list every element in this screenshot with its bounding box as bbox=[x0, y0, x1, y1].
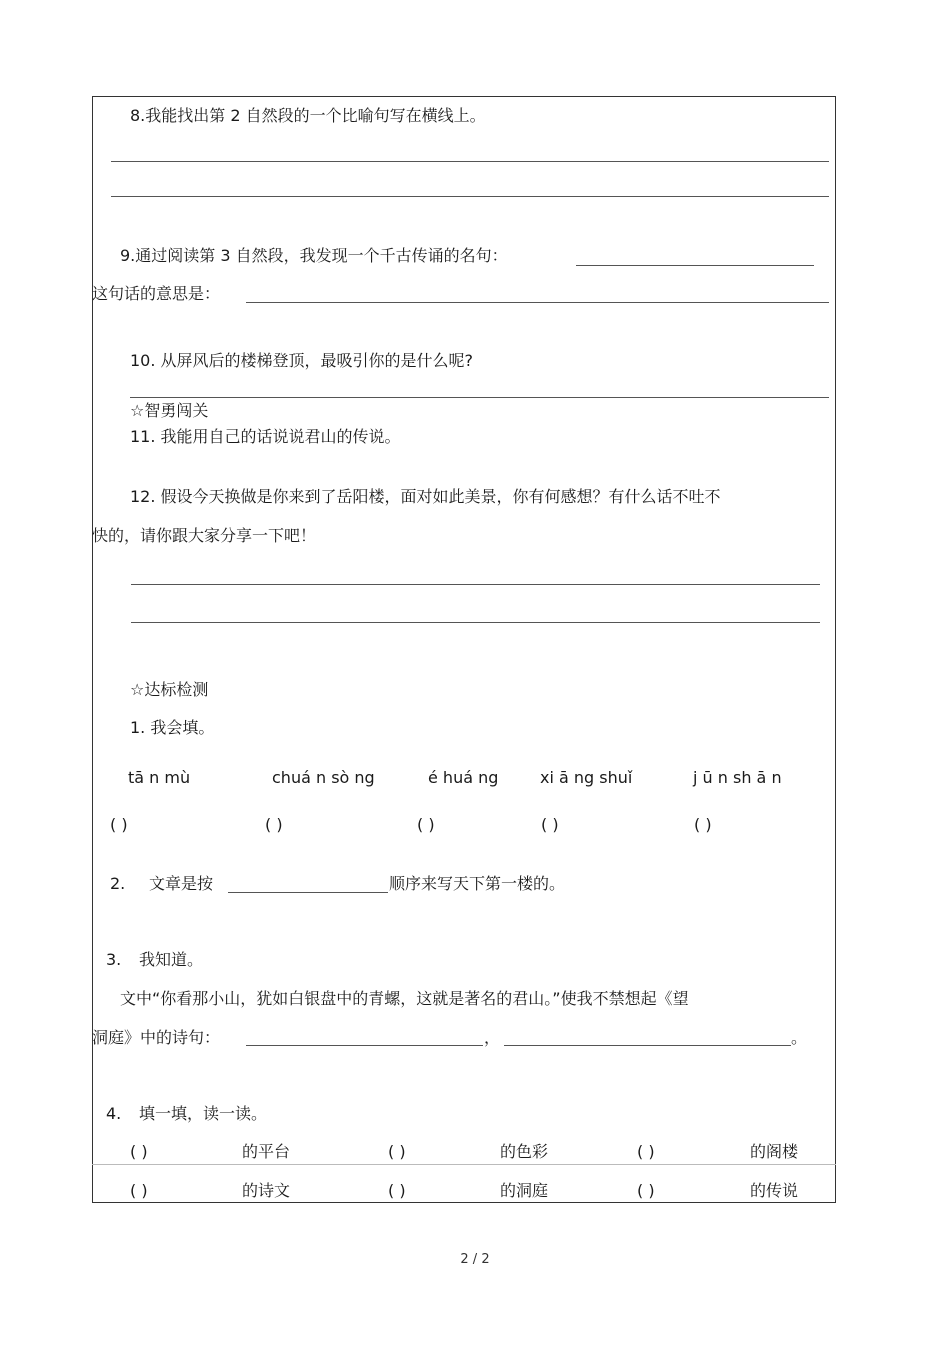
fill-word-r2c3: 的传说 bbox=[750, 1181, 799, 1200]
answer-paren-5[interactable]: ( ) bbox=[694, 815, 712, 834]
fill-word-r2c1: 的诗文 bbox=[242, 1181, 291, 1200]
test-4-title: 填一填，读一读。 bbox=[139, 1104, 268, 1123]
answer-paren-3[interactable]: ( ) bbox=[417, 815, 435, 834]
pinyin-2: chuá n sò ng bbox=[272, 768, 375, 787]
pinyin-4: xi ā ng shuǐ bbox=[540, 768, 633, 787]
question-10: 10. 从屏风后的楼梯登顶，最吸引你的是什么呢? bbox=[130, 351, 474, 370]
test-3-title: 我知道。 bbox=[139, 950, 204, 969]
section-title-test: ☆达标检测 bbox=[130, 680, 209, 699]
answer-line-t3-1[interactable] bbox=[246, 1045, 483, 1046]
answer-line-q12-1[interactable] bbox=[131, 584, 820, 585]
answer-paren-2[interactable]: ( ) bbox=[265, 815, 283, 834]
page-number: 2 / 2 bbox=[460, 1252, 490, 1267]
answer-line-q10[interactable] bbox=[130, 397, 829, 398]
pinyin-1: tā n mù bbox=[128, 768, 191, 787]
answer-line-t3-2[interactable] bbox=[504, 1045, 791, 1046]
pinyin-3: é huá ng bbox=[428, 768, 499, 787]
question-11: 11. 我能用自己的话说说君山的传说。 bbox=[130, 427, 401, 446]
fill-paren-r1c2[interactable]: ( ) bbox=[388, 1142, 406, 1161]
section-title-challenge: ☆智勇闯关 bbox=[130, 401, 209, 420]
answer-paren-1[interactable]: ( ) bbox=[110, 815, 128, 834]
question-9-line1: 9.通过阅读第 3 自然段，我发现一个千古传诵的名句： bbox=[120, 246, 508, 265]
test-3-line1: 文中“你看那小山，犹如白银盘中的青螺，这就是著名的君山。”使我不禁想起《望 bbox=[120, 989, 689, 1008]
fill-word-r2c2: 的洞庭 bbox=[500, 1181, 549, 1200]
fill-word-r1c2: 的色彩 bbox=[500, 1142, 549, 1161]
pinyin-5: j ū n sh ā n bbox=[693, 768, 782, 787]
answer-paren-4[interactable]: ( ) bbox=[541, 815, 559, 834]
test-1-title: 1. 我会填。 bbox=[130, 718, 215, 737]
answer-line-q9-meaning[interactable] bbox=[246, 302, 829, 303]
answer-line-q12-2[interactable] bbox=[131, 622, 820, 623]
test-2-text-before: 文章是按 bbox=[149, 874, 214, 893]
question-12-line2: 快的，请你跟大家分享一下吧！ bbox=[92, 526, 317, 545]
test-3-number: 3. bbox=[106, 950, 122, 969]
test-2-text-after: 顺序来写天下第一楼的。 bbox=[389, 874, 566, 893]
test-3-line2: 洞庭》中的诗句： bbox=[92, 1028, 221, 1047]
question-9-line2: 这句话的意思是： bbox=[92, 284, 221, 303]
answer-line-q8-2[interactable] bbox=[111, 196, 829, 197]
fill-paren-r2c2[interactable]: ( ) bbox=[388, 1181, 406, 1200]
test-3-period: 。 bbox=[791, 1028, 808, 1047]
fill-paren-r1c3[interactable]: ( ) bbox=[637, 1142, 655, 1161]
test-3-comma: ， bbox=[484, 1028, 501, 1047]
fill-paren-r2c1[interactable]: ( ) bbox=[130, 1181, 148, 1200]
divider-line bbox=[92, 1164, 836, 1165]
answer-line-q9-quote[interactable] bbox=[576, 265, 814, 266]
question-12-line1: 12. 假设今天换做是你来到了岳阳楼，面对如此美景，你有何感想？有什么话不吐不 bbox=[130, 487, 721, 506]
test-2-number: 2. bbox=[110, 874, 126, 893]
fill-paren-r1c1[interactable]: ( ) bbox=[130, 1142, 148, 1161]
fill-word-r1c1: 的平台 bbox=[242, 1142, 291, 1161]
fill-paren-r2c3[interactable]: ( ) bbox=[637, 1181, 655, 1200]
answer-line-t2[interactable] bbox=[228, 892, 388, 893]
fill-word-r1c3: 的阁楼 bbox=[750, 1142, 799, 1161]
answer-line-q8-1[interactable] bbox=[111, 161, 829, 162]
test-4-number: 4. bbox=[106, 1104, 122, 1123]
question-8: 8.我能找出第 2 自然段的一个比喻句写在横线上。 bbox=[130, 106, 486, 125]
